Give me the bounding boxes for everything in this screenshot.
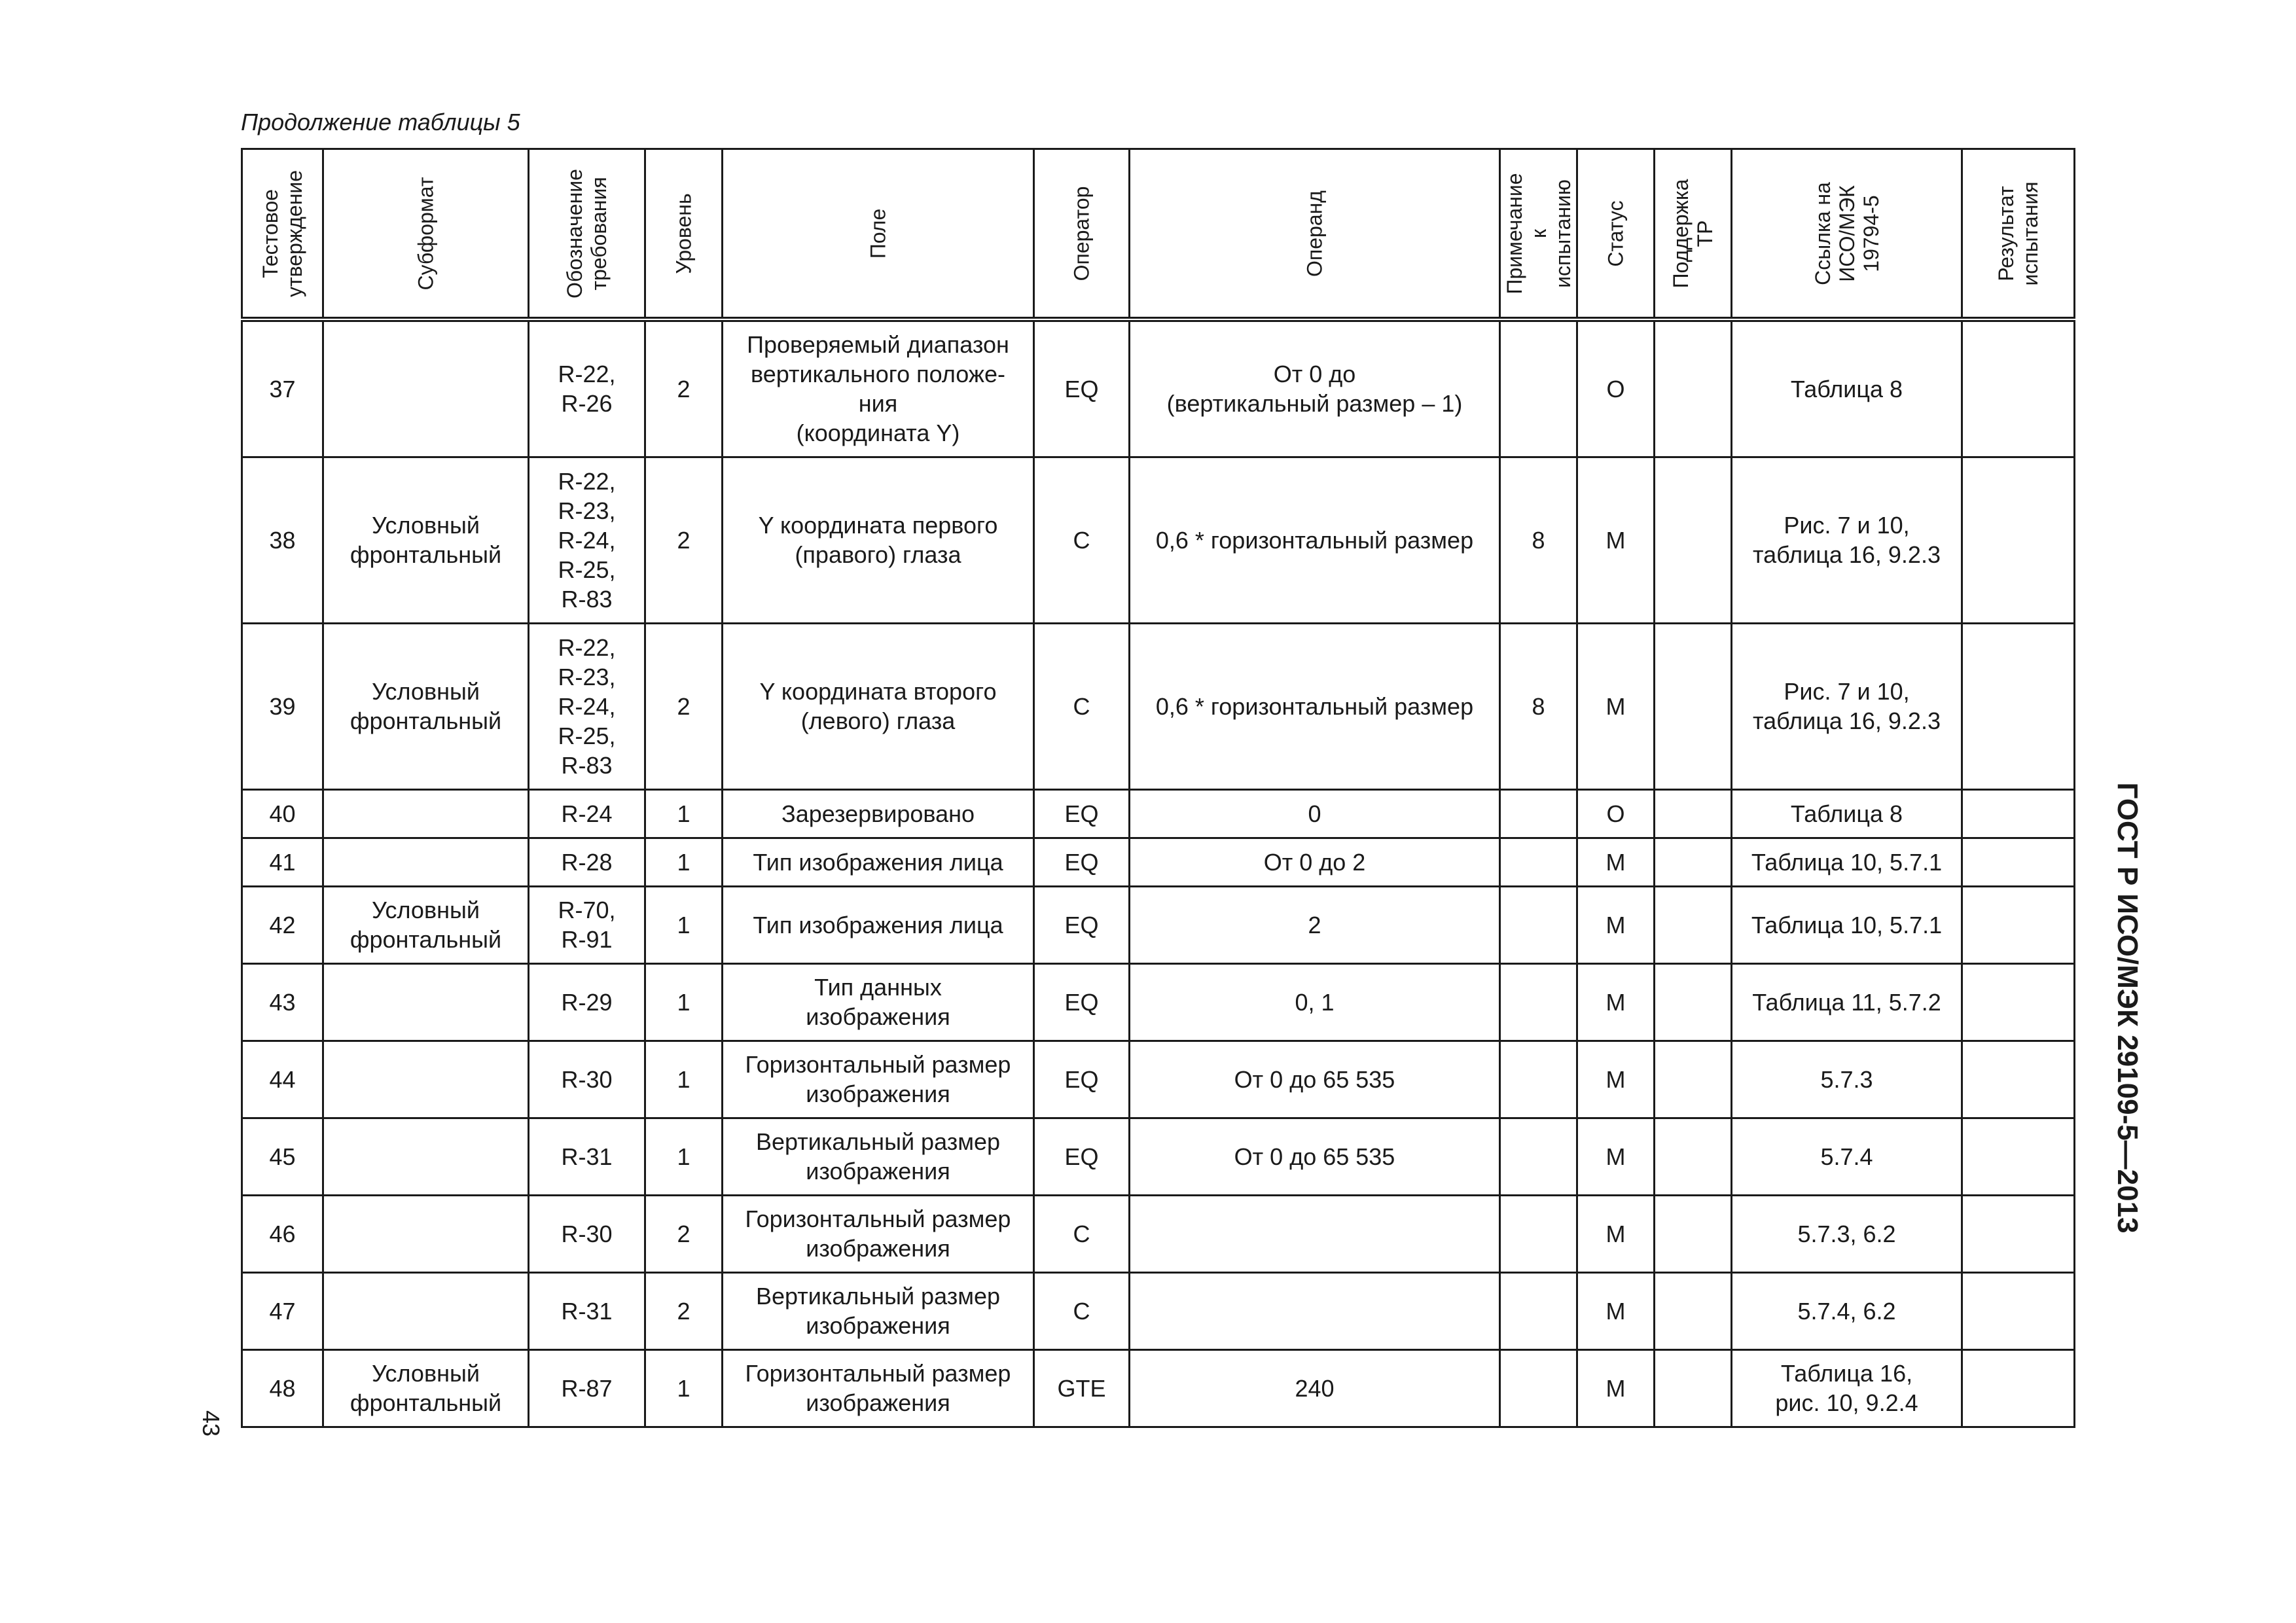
cell-status: M (1577, 623, 1655, 789)
cell-note: 8 (1500, 623, 1577, 789)
cell-result (1962, 1041, 2075, 1118)
cell-level: 1 (645, 1118, 723, 1195)
cell-tp (1655, 789, 1732, 838)
cell-level: 2 (645, 623, 723, 789)
cell-result (1962, 963, 2075, 1041)
cell-operand: От 0 до 2 (1130, 838, 1500, 886)
col-header-tp-support: Поддержка ТР (1655, 149, 1732, 320)
cell-subformat: Условный фронтальный (323, 623, 529, 789)
cell-operator: EQ (1034, 319, 1130, 457)
cell-operand: 0 (1130, 789, 1500, 838)
cell-ref: Рис. 7 и 10, таблица 16, 9.2.3 (1732, 457, 1962, 623)
cell-ref: Таблица 10, 5.7.1 (1732, 838, 1962, 886)
cell-note (1500, 1041, 1577, 1118)
cell-ref: 5.7.4 (1732, 1118, 1962, 1195)
cell-id: 47 (242, 1272, 323, 1349)
cell-req: R-22, R-26 (529, 319, 645, 457)
cell-field: Горизонтальный размер изображения (723, 1195, 1034, 1272)
cell-level: 1 (645, 1041, 723, 1118)
cell-result (1962, 457, 2075, 623)
cell-result (1962, 319, 2075, 457)
cell-req: R-87 (529, 1349, 645, 1427)
table-row (242, 319, 2075, 457)
cell-tp (1655, 457, 1732, 623)
table-row (242, 1118, 2075, 1195)
cell-id: 40 (242, 789, 323, 838)
cell-ref: Таблица 8 (1732, 789, 1962, 838)
cell-subformat (323, 789, 529, 838)
table-row (242, 1349, 2075, 1427)
cell-ref: Таблица 10, 5.7.1 (1732, 886, 1962, 963)
cell-result (1962, 1195, 2075, 1272)
cell-result (1962, 838, 2075, 886)
cell-subformat (323, 963, 529, 1041)
cell-note (1500, 1118, 1577, 1195)
cell-tp (1655, 886, 1732, 963)
cell-tp (1655, 1272, 1732, 1349)
cell-id: 43 (242, 963, 323, 1041)
cell-id: 46 (242, 1195, 323, 1272)
col-header-test-assertion: Тестовое утверждение (242, 149, 323, 320)
cell-note (1500, 1349, 1577, 1427)
cell-field: Проверяемый диапазон вертикального положе- ния (координата Y) (723, 319, 1034, 457)
cell-operand: От 0 до 65 535 (1130, 1041, 1500, 1118)
cell-operand (1130, 1195, 1500, 1272)
page-number: 43 (198, 1410, 224, 1437)
cell-req: R-22, R-23, R-24, R-25, R-83 (529, 623, 645, 789)
cell-operator: C (1034, 1272, 1130, 1349)
col-header-reference: Ссылка на ИСО/МЭК 19794-5 (1732, 149, 1962, 320)
cell-tp (1655, 1118, 1732, 1195)
cell-ref: Таблица 11, 5.7.2 (1732, 963, 1962, 1041)
cell-subformat: Условный фронтальный (323, 1349, 529, 1427)
cell-operator: C (1034, 1195, 1130, 1272)
cell-tp (1655, 1349, 1732, 1427)
cell-note: 8 (1500, 457, 1577, 623)
cell-operand: 0, 1 (1130, 963, 1500, 1041)
cell-subformat (323, 319, 529, 457)
table-caption: Продолжение таблицы 5 (241, 109, 520, 135)
cell-note (1500, 1195, 1577, 1272)
cell-req: R-22, R-23, R-24, R-25, R-83 (529, 457, 645, 623)
cell-ref: 5.7.3, 6.2 (1732, 1195, 1962, 1272)
col-header-operator: Оператор (1034, 149, 1130, 320)
cell-operand: 0,6 * горизонтальный размер (1130, 623, 1500, 789)
cell-subformat (323, 1195, 529, 1272)
cell-status: O (1577, 789, 1655, 838)
cell-note (1500, 886, 1577, 963)
cell-ref: Рис. 7 и 10, таблица 16, 9.2.3 (1732, 623, 1962, 789)
cell-level: 1 (645, 963, 723, 1041)
col-header-level: Уровень (645, 149, 723, 320)
cell-operator: EQ (1034, 963, 1130, 1041)
col-header-requirement-id: Обозначение требования (529, 149, 645, 320)
cell-ref: 5.7.3 (1732, 1041, 1962, 1118)
cell-note (1500, 963, 1577, 1041)
cell-tp (1655, 319, 1732, 457)
cell-req: R-24 (529, 789, 645, 838)
cell-status: M (1577, 457, 1655, 623)
cell-status: O (1577, 319, 1655, 457)
table-row (242, 789, 2075, 838)
cell-status: M (1577, 838, 1655, 886)
cell-req: R-29 (529, 963, 645, 1041)
cell-result (1962, 1349, 2075, 1427)
cell-result (1962, 1272, 2075, 1349)
cell-subformat (323, 1272, 529, 1349)
cell-note (1500, 1272, 1577, 1349)
table-row (242, 1272, 2075, 1349)
cell-subformat (323, 838, 529, 886)
cell-field: Горизонтальный размер изображения (723, 1349, 1034, 1427)
table-row (242, 623, 2075, 789)
cell-note (1500, 789, 1577, 838)
cell-id: 45 (242, 1118, 323, 1195)
cell-operator: C (1034, 623, 1130, 789)
cell-tp (1655, 1041, 1732, 1118)
cell-tp (1655, 838, 1732, 886)
cell-level: 2 (645, 1272, 723, 1349)
col-header-status: Статус (1577, 149, 1655, 320)
cell-field: Y координата второго (левого) глаза (723, 623, 1034, 789)
standard-code: ГОСТ Р ИСО/МЭК 29109-5—2013 (2111, 782, 2144, 1234)
cell-req: R-31 (529, 1272, 645, 1349)
cell-operand: От 0 до 65 535 (1130, 1118, 1500, 1195)
cell-level: 1 (645, 838, 723, 886)
col-header-test-note: Примечание к испытанию (1500, 149, 1577, 320)
cell-subformat (323, 1041, 529, 1118)
col-header-operand: Операнд (1130, 149, 1500, 320)
cell-level: 2 (645, 457, 723, 623)
cell-tp (1655, 623, 1732, 789)
cell-id: 42 (242, 886, 323, 963)
cell-operator: GTE (1034, 1349, 1130, 1427)
cell-field: Тип данных изображения (723, 963, 1034, 1041)
cell-field: Вертикальный размер изображения (723, 1272, 1034, 1349)
cell-status: M (1577, 886, 1655, 963)
cell-req: R-31 (529, 1118, 645, 1195)
cell-result (1962, 623, 2075, 789)
table-row (242, 1195, 2075, 1272)
cell-operator: EQ (1034, 838, 1130, 886)
cell-id: 38 (242, 457, 323, 623)
cell-subformat: Условный фронтальный (323, 886, 529, 963)
cell-operand (1130, 1272, 1500, 1349)
cell-ref: Таблица 16, рис. 10, 9.2.4 (1732, 1349, 1962, 1427)
cell-status: M (1577, 1349, 1655, 1427)
cell-operator: EQ (1034, 1118, 1130, 1195)
cell-level: 1 (645, 886, 723, 963)
cell-ref: Таблица 8 (1732, 319, 1962, 457)
cell-result (1962, 1118, 2075, 1195)
cell-status: M (1577, 1272, 1655, 1349)
cell-field: Тип изображения лица (723, 838, 1034, 886)
cell-field: Тип изображения лица (723, 886, 1034, 963)
cell-status: M (1577, 963, 1655, 1041)
cell-tp (1655, 1195, 1732, 1272)
cell-result (1962, 789, 2075, 838)
cell-id: 37 (242, 319, 323, 457)
cell-req: R-70, R-91 (529, 886, 645, 963)
cell-field: Зарезервировано (723, 789, 1034, 838)
cell-operand: От 0 до (вертикальный размер – 1) (1130, 319, 1500, 457)
cell-operand: 240 (1130, 1349, 1500, 1427)
cell-status: M (1577, 1195, 1655, 1272)
cell-status: M (1577, 1118, 1655, 1195)
cell-field: Горизонтальный размер изображения (723, 1041, 1034, 1118)
table-row (242, 1041, 2075, 1118)
cell-operator: C (1034, 457, 1130, 623)
col-header-subformat: Субформат (323, 149, 529, 320)
cell-field: Y координата первого (правого) глаза (723, 457, 1034, 623)
cell-id: 44 (242, 1041, 323, 1118)
col-header-test-result: Результат испытания (1962, 149, 2075, 320)
cell-subformat (323, 1118, 529, 1195)
table-row (242, 457, 2075, 623)
cell-level: 2 (645, 319, 723, 457)
cell-status: M (1577, 1041, 1655, 1118)
table-row (242, 963, 2075, 1041)
cell-field: Вертикальный размер изображения (723, 1118, 1034, 1195)
cell-level: 2 (645, 1195, 723, 1272)
cell-operand: 0,6 * горизонтальный размер (1130, 457, 1500, 623)
cell-note (1500, 838, 1577, 886)
table-row (242, 886, 2075, 963)
cell-result (1962, 886, 2075, 963)
cell-operand: 2 (1130, 886, 1500, 963)
table-row (242, 838, 2075, 886)
cell-id: 39 (242, 623, 323, 789)
col-header-field: Поле (723, 149, 1034, 320)
cell-operator: EQ (1034, 886, 1130, 963)
cell-level: 1 (645, 789, 723, 838)
cell-req: R-28 (529, 838, 645, 886)
cell-req: R-30 (529, 1041, 645, 1118)
cell-subformat: Условный фронтальный (323, 457, 529, 623)
table-header-row (242, 149, 2075, 320)
cell-req: R-30 (529, 1195, 645, 1272)
cell-level: 1 (645, 1349, 723, 1427)
cell-id: 48 (242, 1349, 323, 1427)
cell-tp (1655, 963, 1732, 1041)
cell-note (1500, 319, 1577, 457)
cell-id: 41 (242, 838, 323, 886)
cell-operator: EQ (1034, 789, 1130, 838)
cell-operator: EQ (1034, 1041, 1130, 1118)
table-body (242, 319, 2075, 1427)
conformance-table (241, 148, 2075, 1428)
cell-ref: 5.7.4, 6.2 (1732, 1272, 1962, 1349)
